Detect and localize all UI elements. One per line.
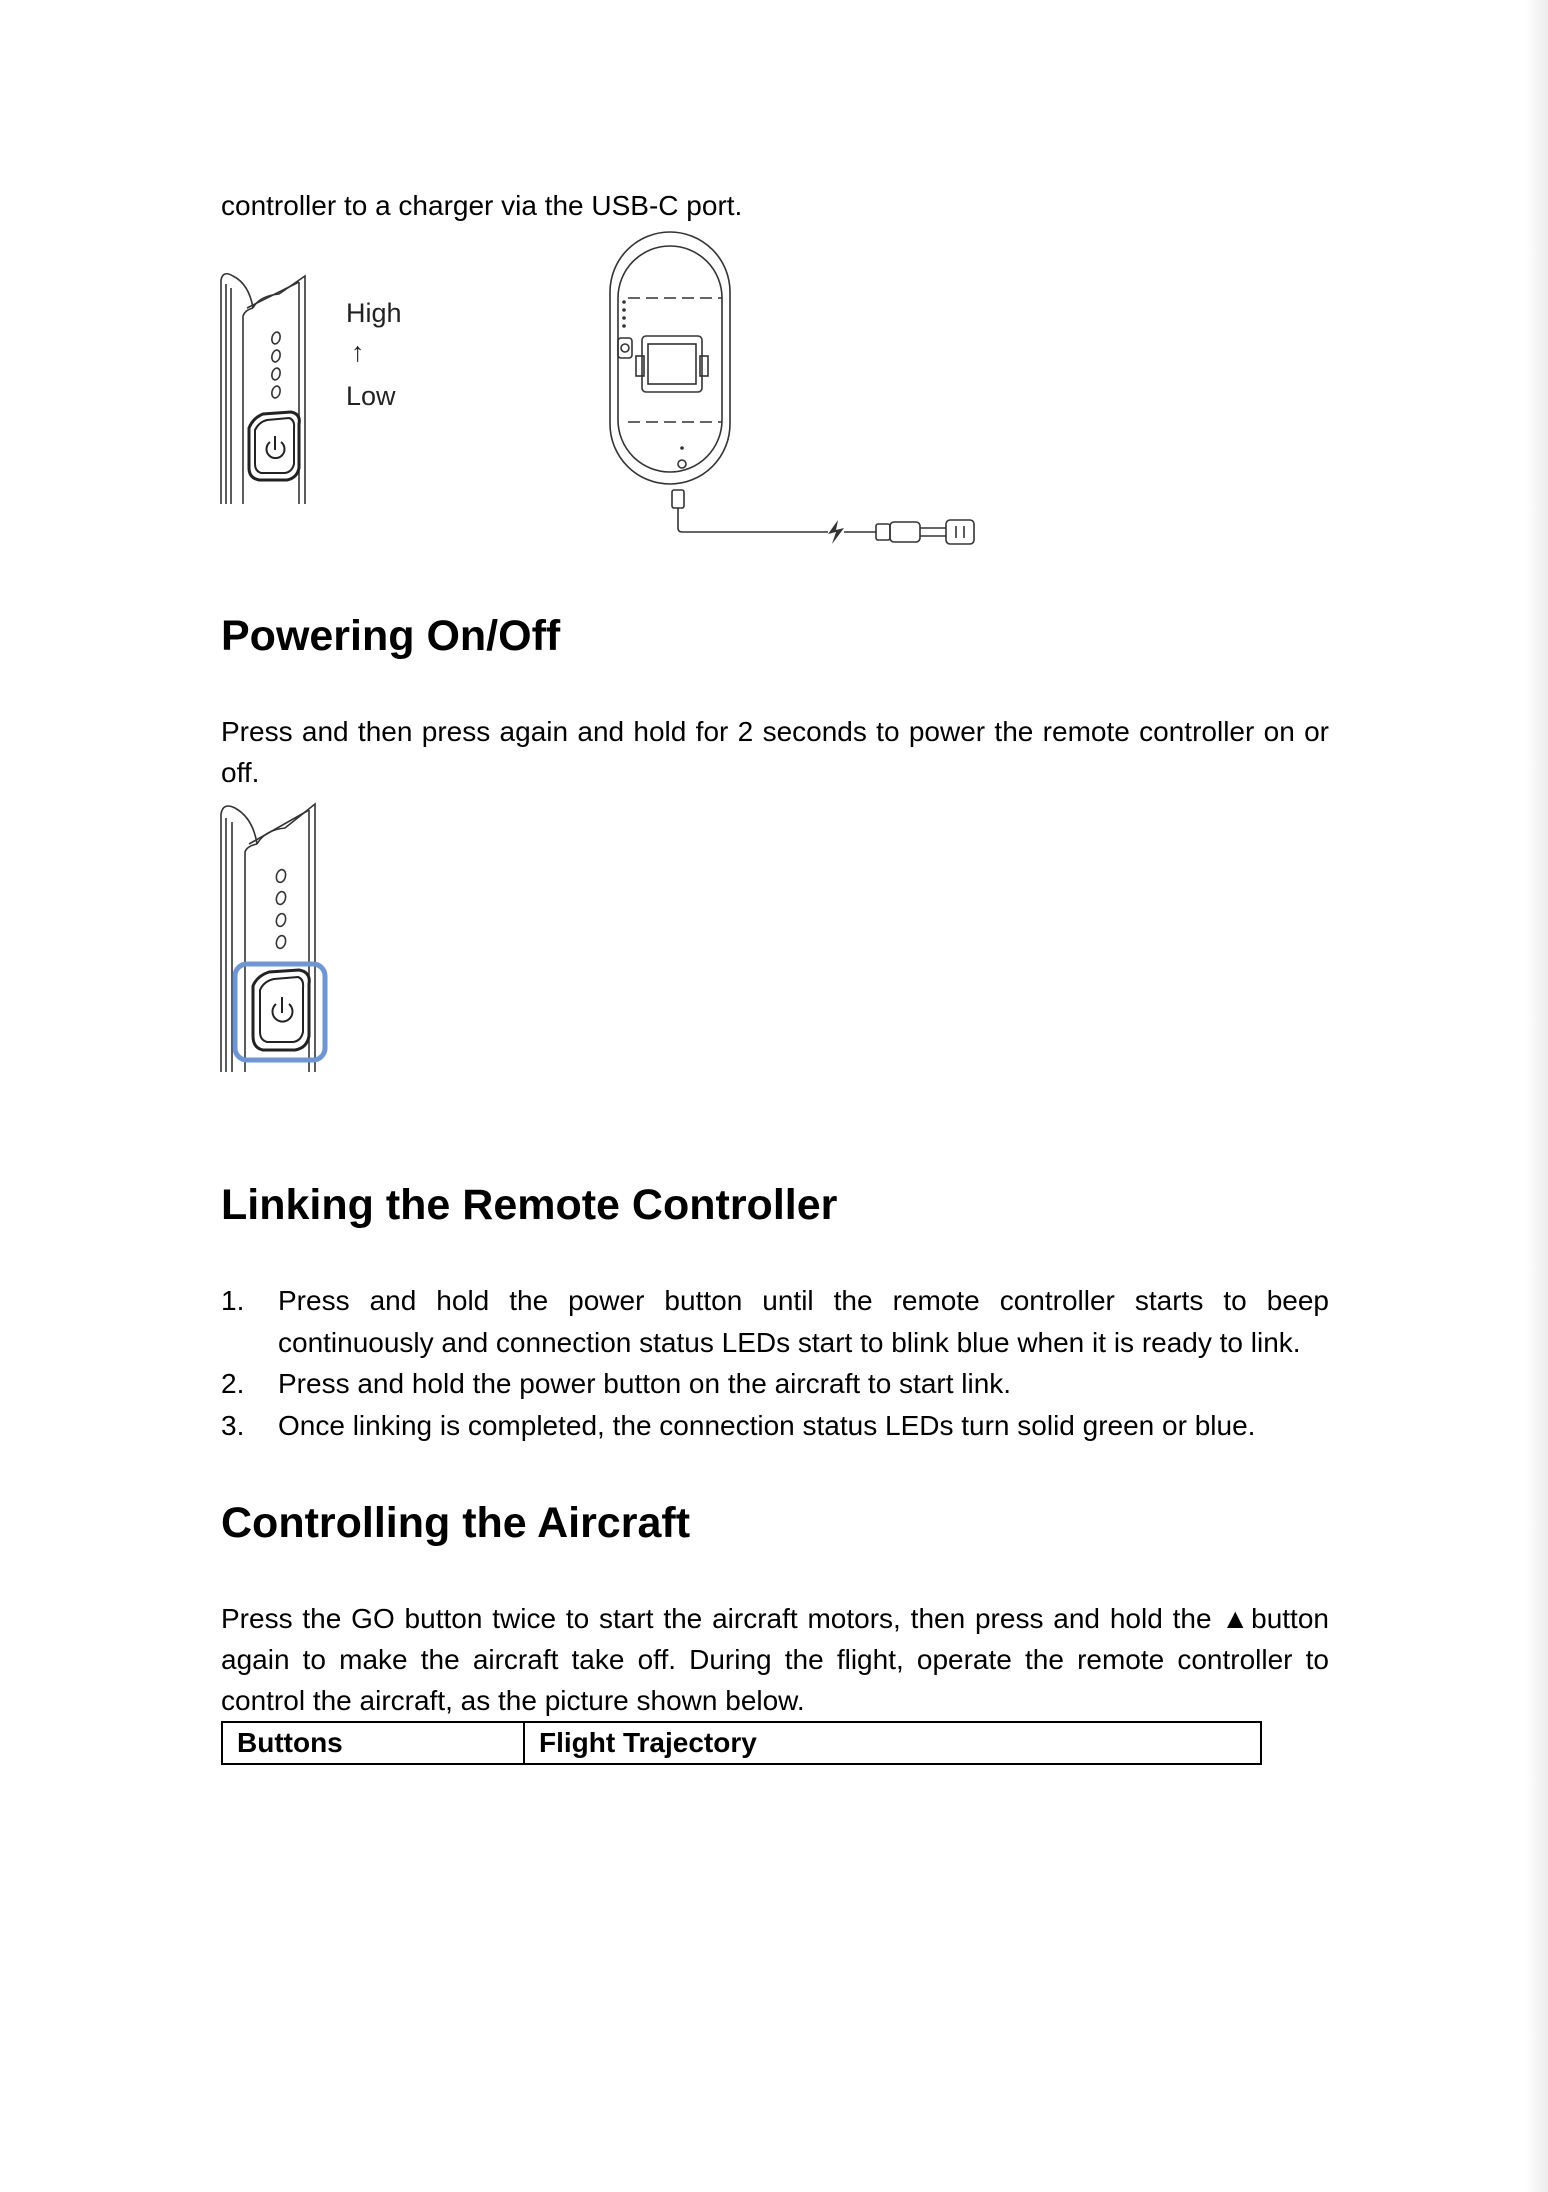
section-title-powering: Powering On/Off: [221, 612, 561, 660]
step-text: Press and hold the power button on the aircraft to start link.: [278, 1368, 1012, 1399]
controller-charging-usb-c-figure: [606, 228, 978, 546]
battery-level-high-label: High: [346, 298, 402, 328]
list-item: [221, 1405, 1329, 1447]
step-text: Press and hold the power button until the remote controller starts to beep continuously and connection status LEDs start to blink blue when it is ready to link.: [278, 1285, 1329, 1358]
page-edge-shadow: [1526, 0, 1548, 2192]
battery-level-arrow: ↑: [351, 337, 365, 367]
step-number: 2.: [221, 1368, 245, 1399]
list-item: [221, 1363, 1329, 1405]
controlling-instructions: [221, 1598, 1329, 1721]
battery-level-low-label: Low: [346, 381, 396, 411]
table-header-flight-trajectory: Flight Trajectory: [524, 1722, 1261, 1764]
buttons-trajectory-table: [221, 1721, 1262, 1765]
section-title-controlling: Controlling the Aircraft: [221, 1499, 691, 1547]
step-number: 1.: [221, 1285, 245, 1316]
controller-power-button-figure: [219, 800, 331, 1074]
charging-text: controller to a charger via the USB-C port.: [221, 190, 743, 221]
step-number: 3.: [221, 1409, 245, 1441]
section-title-linking: Linking the Remote Controller: [221, 1181, 838, 1229]
controlling-text-part2: button again to make the aircraft take off. During the flight, operate the remote controller to control the aircraft, as the picture shown below.: [221, 1603, 1329, 1716]
table-header-buttons: Buttons: [222, 1722, 524, 1764]
list-item: [221, 1280, 1329, 1363]
controlling-text-part1: Press the GO button twice to start the aircraft motors, then press and hold the: [221, 1603, 1222, 1634]
powering-instructions: Press and then press again and hold for 2 seconds to power the remote controller on or off.: [221, 716, 1329, 788]
linking-steps-list: [221, 1280, 1329, 1446]
controller-side-battery-leds-figure: [219, 268, 314, 508]
step-text: Once linking is completed, the connection status LEDs turn solid green or blue.: [278, 1409, 1256, 1441]
up-triangle-icon: ▲: [1221, 1603, 1252, 1634]
